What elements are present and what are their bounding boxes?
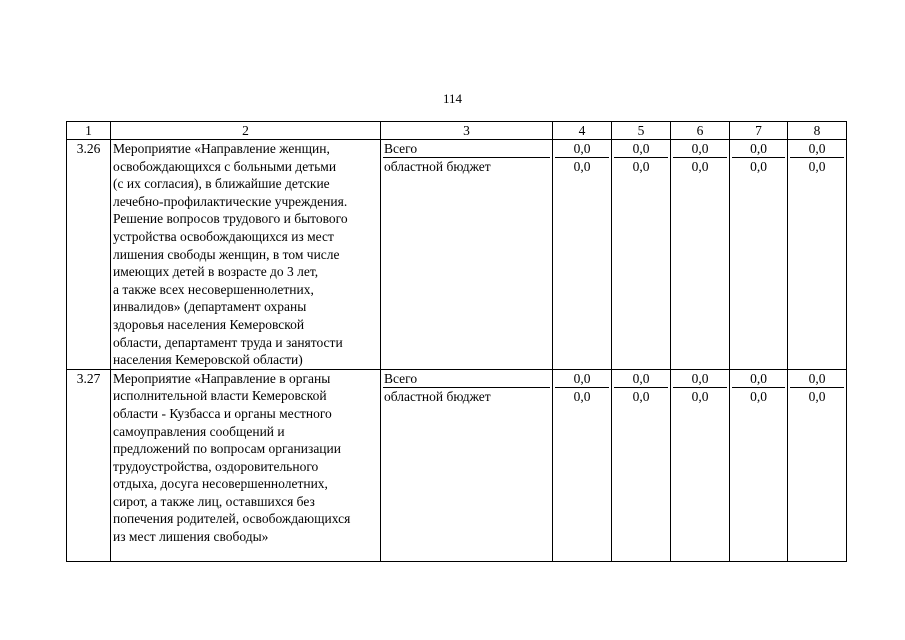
value-total: 0,0 bbox=[555, 370, 609, 388]
text-line: (с их согласия), в ближайшие детские bbox=[113, 176, 330, 192]
column-header: 3 bbox=[381, 122, 553, 140]
value-total: 0,0 bbox=[790, 140, 844, 158]
funding-source-cell bbox=[381, 369, 553, 561]
funding-source-cell bbox=[381, 140, 553, 370]
value-cell bbox=[671, 140, 730, 370]
text-line: самоуправления сообщений и bbox=[113, 423, 285, 439]
value-regional: 0,0 bbox=[632, 388, 650, 404]
text-line: отдыха, досуга несовершеннолетних, bbox=[113, 476, 328, 492]
measure-description bbox=[111, 140, 381, 370]
value-regional: 0,0 bbox=[691, 388, 709, 404]
value-regional: 0,0 bbox=[750, 159, 767, 174]
table-header-row bbox=[67, 122, 847, 140]
column-header: 6 bbox=[671, 122, 730, 140]
value-total: 0,0 bbox=[790, 370, 844, 388]
row-number: 3.26 bbox=[67, 140, 111, 370]
value-total: 0,0 bbox=[673, 140, 727, 158]
value-total: 0,0 bbox=[614, 370, 668, 388]
column-header: 1 bbox=[67, 122, 111, 140]
text-line: лишения свободы женщин, в том числе bbox=[113, 246, 340, 262]
text-line: сирот, а также лиц, оставшихся без bbox=[113, 493, 315, 509]
text-line: попечения родителей, освобождающихся bbox=[113, 511, 351, 527]
value-regional: 0,0 bbox=[632, 159, 650, 174]
text-line: исполнительной власти Кемеровской bbox=[113, 388, 327, 404]
text-line: инвалидов» (департамент охраны bbox=[113, 299, 307, 315]
value-regional: 0,0 bbox=[808, 388, 826, 404]
text-line: лечебно-профилактические учреждения. bbox=[113, 193, 348, 209]
value-cell bbox=[730, 369, 788, 561]
value-cell bbox=[612, 369, 671, 561]
column-header: 7 bbox=[730, 122, 788, 140]
text-line: освобождающихся с больными детьми bbox=[113, 158, 337, 174]
text-line: области - Кузбасса и органы местного bbox=[113, 405, 332, 421]
value-total: 0,0 bbox=[732, 140, 785, 158]
column-header: 8 bbox=[788, 122, 847, 140]
text-line: области, департамент труда и занятости bbox=[113, 334, 343, 350]
page-number: 114 bbox=[442, 91, 463, 106]
table-row bbox=[67, 369, 847, 561]
text-line: Мероприятие «Направление женщин, bbox=[113, 141, 330, 156]
text-line: Мероприятие «Направление в органы bbox=[113, 370, 331, 386]
value-cell bbox=[553, 140, 612, 370]
value-regional: 0,0 bbox=[573, 159, 591, 174]
text-line: предложений по вопросам организации bbox=[113, 441, 341, 457]
value-total: 0,0 bbox=[673, 370, 727, 388]
text-line: а также всех несовершеннолетних, bbox=[113, 281, 314, 297]
value-cell bbox=[788, 140, 847, 370]
column-header: 4 bbox=[553, 122, 612, 140]
column-header: 5 bbox=[612, 122, 671, 140]
text-line: здоровья населения Кемеровской bbox=[113, 316, 305, 332]
value-total: 0,0 bbox=[614, 140, 668, 158]
source-total: Всего bbox=[383, 370, 550, 388]
value-cell bbox=[553, 369, 612, 561]
measure-description bbox=[111, 369, 381, 561]
value-cell bbox=[730, 140, 788, 370]
row-number: 3.27 bbox=[67, 369, 111, 561]
text-line: трудоустройства, оздоровительного bbox=[113, 458, 319, 474]
column-header: 2 bbox=[111, 122, 381, 140]
value-total: 0,0 bbox=[732, 370, 785, 388]
source-regional-budget: областной бюджет bbox=[384, 388, 491, 404]
table-row bbox=[67, 140, 847, 370]
text-line: из мест лишения свободы» bbox=[113, 529, 269, 545]
value-cell bbox=[788, 369, 847, 561]
text-line: населения Кемеровской области) bbox=[113, 352, 303, 368]
value-total: 0,0 bbox=[555, 140, 609, 158]
text-line: Решение вопросов трудового и бытового bbox=[113, 211, 348, 227]
text-line: устройства освобождающихся из мест bbox=[113, 228, 334, 244]
value-cell bbox=[612, 140, 671, 370]
value-cell bbox=[671, 369, 730, 561]
text-line: имеющих детей в возрасте до 3 лет, bbox=[113, 264, 319, 280]
source-regional-budget: областной бюджет bbox=[384, 159, 491, 174]
source-total: Всего bbox=[383, 140, 550, 158]
value-regional: 0,0 bbox=[573, 388, 591, 404]
budget-table bbox=[66, 121, 847, 562]
value-regional: 0,0 bbox=[750, 388, 767, 404]
value-regional: 0,0 bbox=[808, 159, 826, 174]
value-regional: 0,0 bbox=[691, 159, 709, 174]
